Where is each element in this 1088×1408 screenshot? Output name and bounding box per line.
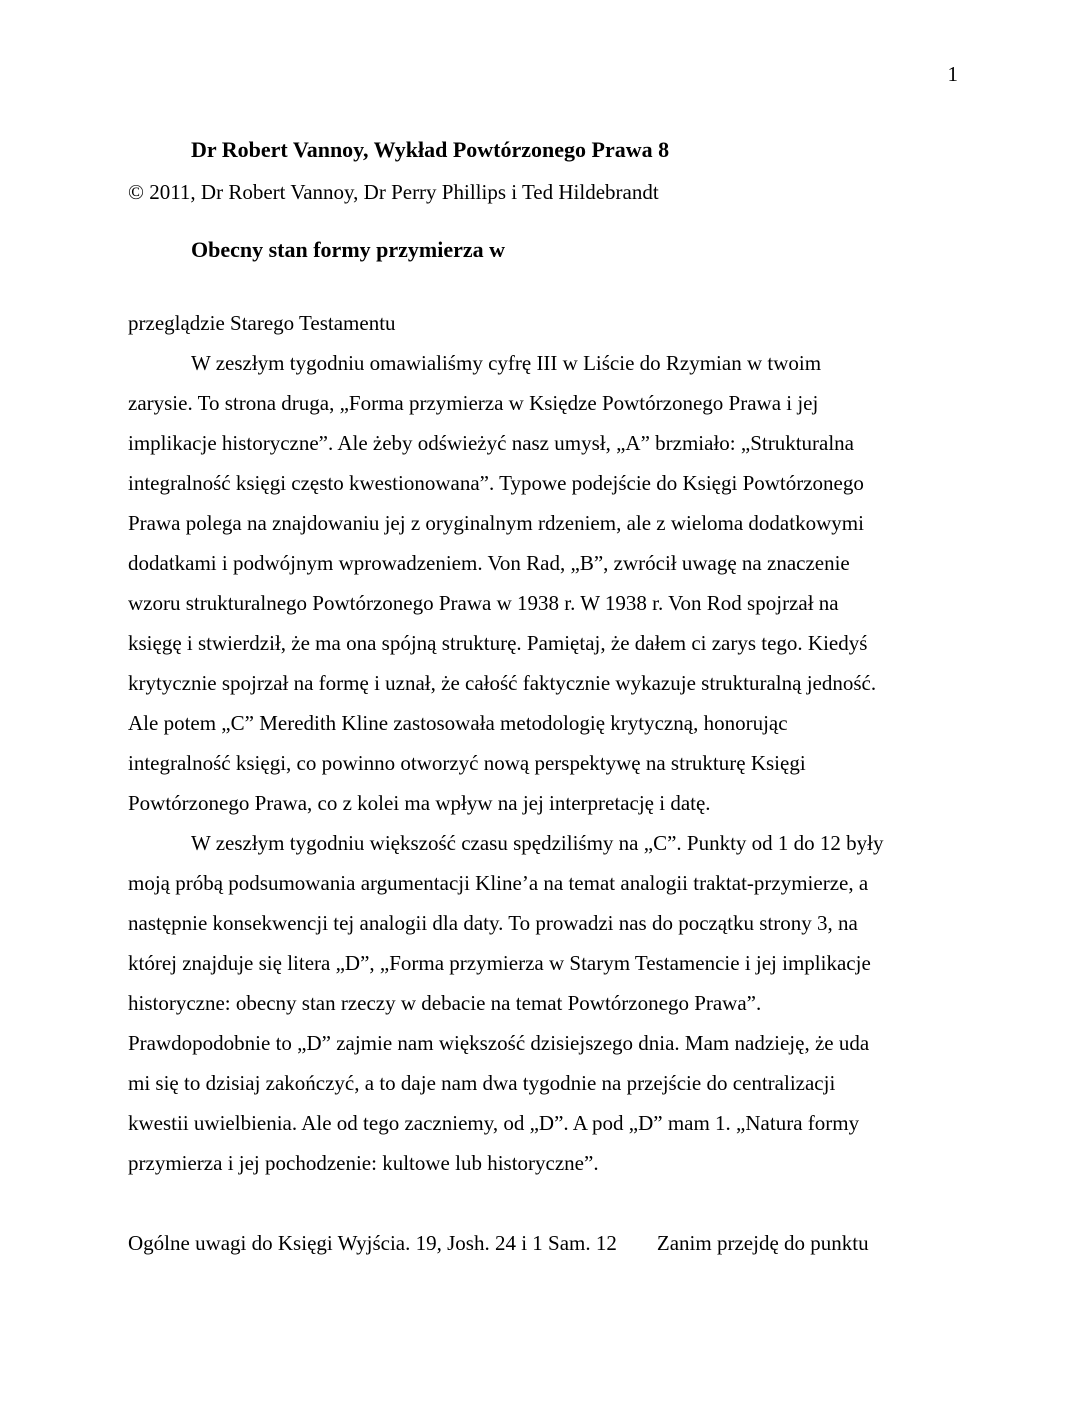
closing-continuation: Zanim przejdę do punktu [656, 1231, 869, 1255]
body-line: następnie konsekwencji tej analogii dla daty. To prowadzi nas do początku strony 3, na [128, 911, 858, 935]
closing-line [128, 1223, 974, 1263]
body-line: historyczne: obecny stan rzeczy w debacie na temat Powtórzonego Prawa”. [128, 991, 762, 1015]
body-line: przymierza i jej pochodzenie: kultowe lub historyczne”. [128, 1151, 599, 1175]
body-line: Powtórzonego Prawa, co z kolei ma wpływ na jej interpretację i datę. [128, 791, 711, 815]
scripture-reference: Ogólne uwagi do Księgi Wyjścia. 19, Josh. 24 i 1 Sam. 12 [128, 1231, 617, 1255]
document-title: Dr Robert Vannoy, Wykład Powtórzonego Prawa 8 [191, 137, 670, 162]
body-line: implikacje historyczne”. Ale żeby odświeżyć nasz umysł, „A” brzmiało: „Strukturalna [128, 431, 855, 455]
body-line: Ale potem „C” Meredith Kline zastosowała metodologię krytyczną, honorując [128, 711, 788, 735]
body-line: mi się to dzisiaj zakończyć, a to daje nam dwa tygodnie na przejście do centralizacji [128, 1071, 836, 1095]
body-line: W zeszłym tygodniu omawialiśmy cyfrę III w Liście do Rzymian w twoim [191, 351, 822, 375]
body-text [128, 303, 974, 1183]
body-line: przeglądzie Starego Testamentu [128, 311, 396, 335]
section-heading: Obecny stan formy przymierza w [191, 237, 506, 262]
body-line: dodatkami i podwójnym wprowadzeniem. Von Rad, „B”, zwrócił uwagę na znaczenie [128, 551, 850, 575]
document-content [128, 130, 974, 1263]
body-line: moją próbą podsumowania argumentacji Kline’a na temat analogii traktat-przymierze, a [128, 871, 869, 895]
body-line: krytycznie spojrzał na formę i uznał, że całość faktycznie wykazuje strukturalną jedność. [128, 671, 877, 695]
body-line: W zeszłym tygodniu większość czasu spędziliśmy na „C”. Punkty od 1 do 12 były [191, 831, 884, 855]
body-line: Prawa polega na znajdowaniu jej z oryginalnym rdzeniem, ale z wieloma dodatkowymi [128, 511, 864, 535]
page-number: 1 [947, 62, 958, 86]
body-line: księgę i stwierdził, że ma ona spójną strukturę. Pamiętaj, że dałem ci zarys tego. Kiedyś [128, 631, 868, 655]
body-line: integralność księgi, co powinno otworzyć nową perspektywę na strukturę Księgi [128, 751, 806, 775]
body-line: zarysie. To strona druga, „Forma przymierza w Księdze Powtórzonego Prawa i jej [128, 391, 819, 415]
body-line: kwestii uwielbienia. Ale od tego zaczniemy, od „D”. A pod „D” mam 1. „Natura formy [128, 1111, 860, 1135]
copyright-line: © 2011, Dr Robert Vannoy, Dr Perry Phillips i Ted Hildebrandt [128, 180, 659, 204]
body-line: integralność księgi często kwestionowana”. Typowe podejście do Księgi Powtórzonego [128, 471, 864, 495]
body-line: wzoru strukturalnego Powtórzonego Prawa w 1938 r. W 1938 r. Von Rod spojrzał na [128, 591, 839, 615]
body-line: której znajduje się litera „D”, „Forma przymierza w Starym Testamencie i jej implikacje [128, 951, 871, 975]
body-line: Prawdopodobnie to „D” zajmie nam większość dzisiejszego dnia. Mam nadzieję, że uda [128, 1031, 870, 1055]
